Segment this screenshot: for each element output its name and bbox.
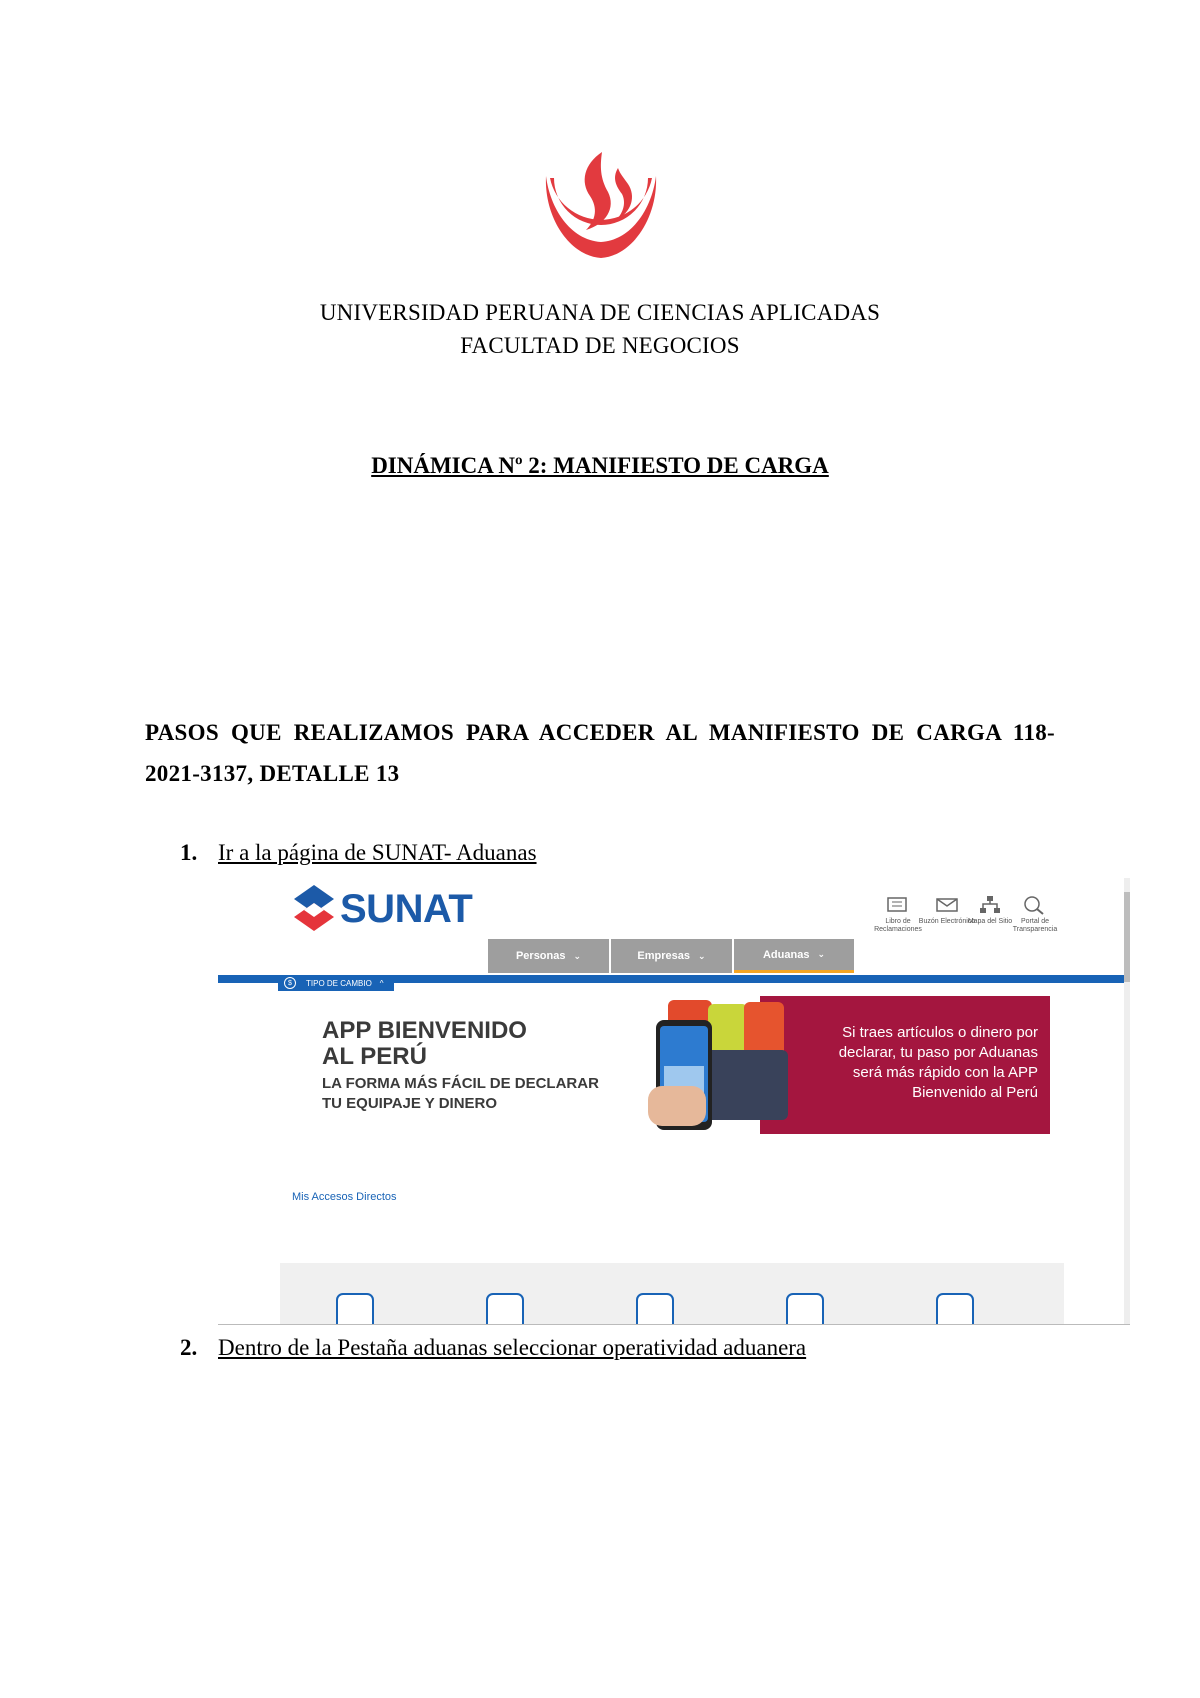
tipo-cambio-label: TIPO DE CAMBIO (306, 978, 372, 988)
nav-tab-aduanas[interactable] (734, 939, 854, 973)
screenshot-bottom-border (218, 1324, 1130, 1325)
scrollbar-thumb[interactable] (1124, 892, 1130, 982)
nav-label: Empresas (637, 950, 691, 962)
upc-logo (540, 148, 662, 266)
step-number: 2. (180, 1335, 198, 1360)
top-link-reclamaciones[interactable]: Libro de Reclamaciones (874, 918, 922, 933)
nav-tab-personas[interactable] (488, 939, 609, 973)
chevron-down-icon: ⌄ (698, 950, 706, 961)
chevron-down-icon: ⌄ (573, 950, 582, 961)
banner-red-text (778, 1023, 1038, 1103)
top-link-mapa[interactable]: Mapa del Sitio (967, 918, 1013, 925)
banner-title (322, 1018, 527, 1070)
monitor-icon[interactable] (486, 1293, 524, 1324)
step-2 (180, 1335, 806, 1361)
book-icon (886, 895, 910, 915)
university-name: UNIVERSIDAD PERUANA DE CIENCIAS APLICADAS (319, 300, 881, 325)
file-icon[interactable] (936, 1293, 974, 1324)
step-text: Dentro de la Pestaña aduanas seleccionar operatividad aduanera (218, 1335, 807, 1360)
chevron-up-icon: ^ (379, 978, 384, 988)
banner-subtitle-line-2: TU EQUIPAJE Y DINERO (322, 1095, 498, 1112)
dollar-icon: $ (284, 977, 296, 989)
tipo-cambio-tab[interactable] (278, 975, 394, 991)
banner-title-line-2: AL PERÚ (322, 1043, 427, 1070)
top-link-buzon[interactable]: Buzón Electrónico (918, 918, 976, 925)
banner-title-line-1: APP BIENVENIDO (322, 1017, 527, 1044)
edit-document-icon[interactable] (786, 1293, 824, 1324)
document-search-icon[interactable] (636, 1293, 674, 1324)
nav-label: Personas (515, 950, 566, 962)
faculty-name: FACULTAD DE NEGOCIOS (460, 333, 740, 358)
sitemap-icon (978, 895, 1002, 915)
banner-red-line-2: declarar, tu paso por Aduanas (838, 1044, 1038, 1061)
step-1 (180, 840, 537, 866)
top-link-transparencia[interactable]: Portal de Transparencia (1012, 918, 1058, 933)
sunat-logo-icon (292, 883, 336, 933)
stopwatch-icon[interactable] (336, 1293, 374, 1324)
magnifier-icon (1022, 895, 1046, 915)
document-title: DINÁMICA Nº 2: MANIFIESTO DE CARGA (371, 453, 829, 478)
banner-red-line-1: Si traes artículos o dinero por (842, 1024, 1038, 1041)
intro-heading: PASOS QUE REALIZAMOS PARA ACCEDER AL MANIFIESTO DE CARGA 118-2021-3137, DETALLE 13 (145, 720, 1055, 786)
accesos-directos-label: Mis Accesos Directos (292, 1191, 397, 1203)
nav-label: Aduanas (762, 948, 810, 961)
banner-red-line-3: será más rápido con la APP (852, 1064, 1038, 1081)
banner-subtitle-line-1: LA FORMA MÁS FÁCIL DE DECLARAR (322, 1075, 599, 1092)
banner-red-line-4: Bienvenido al Perú (912, 1084, 1038, 1101)
sunat-screenshot (218, 878, 1130, 1324)
sunat-logo-text: SUNAT (340, 887, 473, 931)
step-text: Ir a la página de SUNAT- Aduanas (218, 840, 537, 865)
mail-icon (935, 895, 959, 915)
step-number: 1. (180, 840, 198, 865)
banner-subtitle (322, 1074, 599, 1114)
chevron-down-icon: ⌄ (817, 949, 825, 959)
nav-tab-empresas[interactable] (611, 939, 732, 973)
